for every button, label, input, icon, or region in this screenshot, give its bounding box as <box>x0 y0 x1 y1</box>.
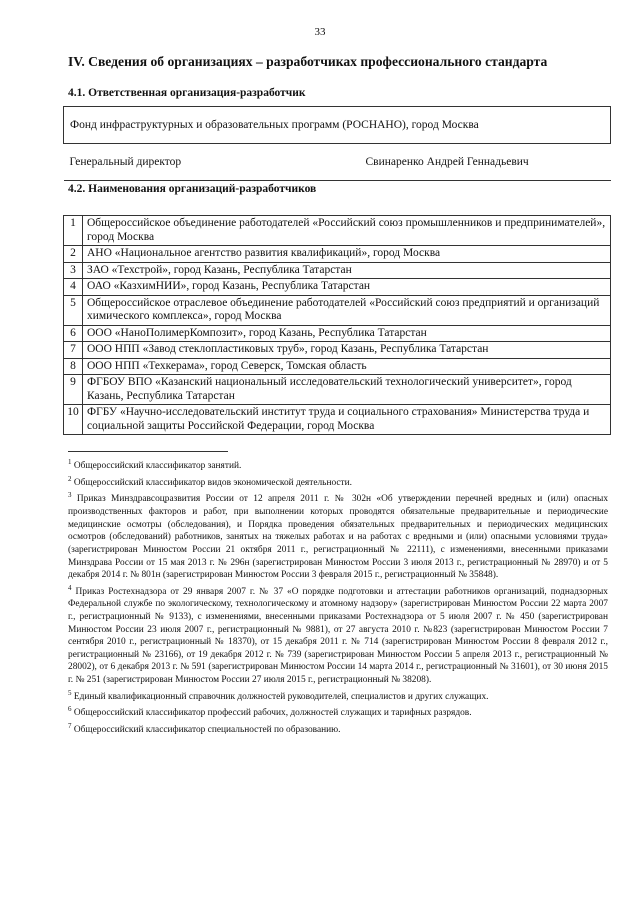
org-name: ООО НПП «Техкерама», город Северск, Томская область <box>83 358 611 375</box>
footnote-text: Общероссийский классификатор занятий. <box>73 461 242 472</box>
org-name: АНО «Национальное агентство развития квалификаций», город Москва <box>83 246 611 263</box>
footnote-text: Общероссийский классификатор специальностей по образованию. <box>73 725 341 736</box>
table-row <box>64 358 611 375</box>
footnote-mark: 1 <box>68 458 72 466</box>
table-row <box>64 216 611 246</box>
section-title: IV. Сведения об организациях – разработчиках профессионального стандарта <box>68 54 548 69</box>
signatory-cell <box>64 144 611 181</box>
developers-heading: 4.2. Наименования организаций-разработчиков <box>68 183 317 195</box>
org-name: ОАО «КазхимНИИ», город Казань, Республика Татарстан <box>83 279 611 296</box>
table-row <box>64 375 611 405</box>
footnote <box>68 687 608 704</box>
footnote <box>68 456 608 473</box>
row-number: 8 <box>64 358 83 375</box>
org-name: ООО «НаноПолимерКомпозит», город Казань, Республика Татарстан <box>83 325 611 342</box>
row-number: 7 <box>64 342 83 359</box>
footnote-text: Приказ Минздравсоцразвития России от 12 апреля 2011 г. № 302н «Об утверждении перечней вредных и (или) опасных производственных факторов и работ, при выполнении которых проводятся обязательные предварительные и периодические медицинские осмотры (обследования), и Порядка проведения обязательных предварительных и периодических медицинских осмотров (обследований) работников, занятых на тяжелых работах и на работах с вредными и (или) опасными условиями труда» (зарегистрирован Минюстом России 21 октября 2011 г., регистрационный № 22111), с изменениями, внесенными приказами Минздрава России от 15 мая 2013 г. № 296н (зарегистрирован Минюстом России 3 июля 2013 г., регистрационный № 28970) и от 5 декабря 2014 г. № 801н (зарегистрирован Минюстом России 3 февраля 2015 г., регистрационный № 35848). <box>68 494 609 581</box>
signatory-row <box>64 144 611 181</box>
footnote <box>68 473 608 490</box>
org-name: ФГБОУ ВПО «Казанский национальный исследовательский технологический университет», город Казань, Республика Татарстан <box>83 375 611 405</box>
footnote-mark: 5 <box>68 688 72 697</box>
footnote-text: Общероссийский классификатор профессий рабочих, должностей служащих и тарифных разрядов. <box>73 708 472 719</box>
org-name: Общероссийское объединение работодателей «Российский союз промышленников и предпринимателей», город Москва <box>83 216 611 246</box>
footnote <box>68 703 608 720</box>
footnote-text: Приказ Ростехнадзора от 29 января 2007 г. № 37 «О порядке подготовки и аттестации работников организаций, поднадзорных Федеральной службе по экологическому, технологическому и атомному надзору» (зарегистрирован Минюстом России 22 марта 2007 г., регистрационный № 9133), с изменениями, внесенными приказами Ростехнадзора от 5 июля 2007 г. № 450 (зарегистрирован Минюстом России 23 июля 2007 г., регистрационный № 9881), от 27 августа 2010 г. №823 (зарегистрирован Минюстом России 7 сентября 2010 г., регистрационный № 18370), от 15 декабря 2011 г. № 714 (зарегистрирован Минюстом России 8 февраля 2012 г., регистрационный № 23166), от 19 декабря 2012 г. № 739 (зарегистрирован Минюстом России 5 апреля 2013 г., регистрационный № 28002), от 6 декабря 2013 г. № 591 (зарегистрирован Минюстом России 14 марта 2014 г., регистрационный № 31601), от 30 июня 2015 г. № 251 (зарегистрирован Минюстом России 27 июля 2015 г., регистрационный № 38208). <box>68 586 608 685</box>
responsible-org-name: Фонд инфраструктурных и образовательных программ (РОСНАНО), город Москва <box>64 107 611 144</box>
row-number: 10 <box>64 405 83 435</box>
table-row <box>64 325 611 342</box>
footnotes <box>68 456 608 737</box>
table-row <box>64 405 611 435</box>
responsible-org-row <box>64 107 611 144</box>
developers-table <box>63 205 611 435</box>
footnote <box>68 582 608 687</box>
table-row <box>64 342 611 359</box>
org-name: Общероссийское отраслевое объединение работодателей «Российский союз предприятий и организаций химического комплекса», город Москва <box>83 295 611 325</box>
footnote-mark: 7 <box>68 722 72 731</box>
footnote-text: Общероссийский классификатор видов экономической деятельности. <box>73 477 353 488</box>
row-number: 9 <box>64 375 83 405</box>
org-name: ООО НПП «Завод стеклопластиковых труб», город Казань, Республика Татарстан <box>83 342 611 359</box>
table-row <box>64 246 611 263</box>
org-name: ЗАО «Техстрой», город Казань, Республика Татарстан <box>83 262 611 279</box>
row-number: 6 <box>64 325 83 342</box>
signatory-position: Генеральный директор <box>69 156 182 168</box>
footnote-separator <box>68 451 228 452</box>
page-number: 33 <box>314 26 326 38</box>
row-number: 5 <box>64 295 83 325</box>
responsible-org-table <box>63 106 611 181</box>
org-name: ФГБУ «Научно-исследовательский институт труда и социального страхования» Министерства труда и социальной защиты Российской Федерации, город Москва <box>83 405 611 435</box>
developers-table-top-rule <box>64 205 611 216</box>
footnote-mark: 2 <box>68 474 72 483</box>
row-number: 1 <box>64 216 83 246</box>
table-row <box>64 295 611 325</box>
responsible-org-heading: 4.1. Ответственная организация-разработчик <box>68 87 306 99</box>
row-number: 3 <box>64 262 83 279</box>
footnote <box>68 720 608 737</box>
row-number: 2 <box>64 246 83 263</box>
footnote-mark: 3 <box>68 491 72 500</box>
footnote-mark: 4 <box>68 583 72 592</box>
footnote-mark: 6 <box>68 705 72 714</box>
signatory-name: Свинаренко Андрей Геннадьевич <box>365 156 529 168</box>
footnote-text: Единый квалификационный справочник должностей руководителей, специалистов и других служащих. <box>73 691 489 702</box>
table-row <box>64 262 611 279</box>
row-number: 4 <box>64 279 83 296</box>
footnote <box>68 489 608 581</box>
table-row <box>64 279 611 296</box>
